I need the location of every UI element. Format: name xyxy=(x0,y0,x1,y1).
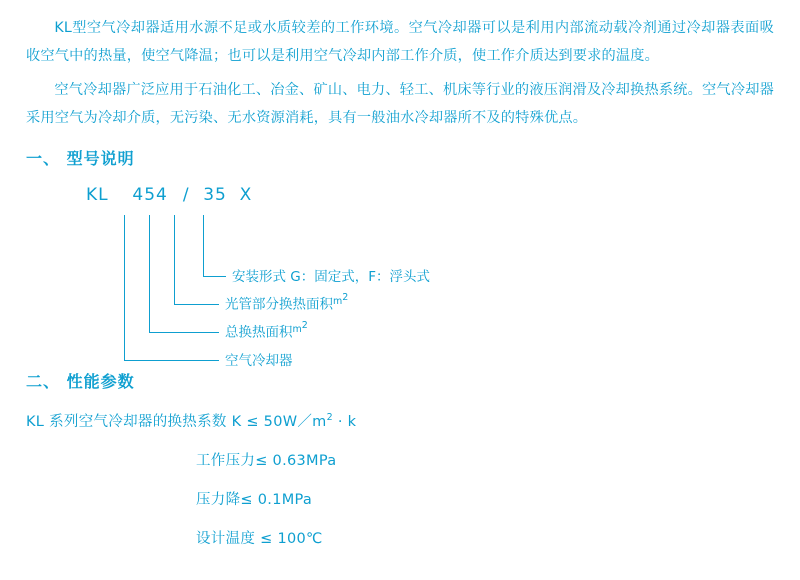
callout-hline-mount xyxy=(204,276,226,277)
callout-label-mount: 安装形式 G：固定式，F：浮头式 xyxy=(232,269,431,285)
callout-hline-tube-area xyxy=(175,304,219,305)
intro-paragraph-2: 空气冷却器广泛应用于石油化工、冶金、矿山、电力、轻工、机床等行业的液压润滑及冷却换热系统。空气冷却器采用空气为冷却介质，无污染、无水资源消耗，具有一般油水冷却器所不及的特殊优点。 xyxy=(26,82,774,126)
section-heading-performance: 二、 性能参数 xyxy=(26,372,135,391)
callout-label-cooler: 空气冷却器 xyxy=(225,353,293,369)
model-code-separator: / xyxy=(182,185,190,205)
model-code-diagram xyxy=(26,185,774,369)
callout-hline-cooler xyxy=(125,360,219,361)
section-heading-model: 一、 型号说明 xyxy=(26,149,135,168)
performance-coefficient xyxy=(26,410,774,431)
performance-pressure-drop: 压力降≤ 0.1MPa xyxy=(196,492,313,508)
performance-coefficient-post: · k xyxy=(332,414,357,430)
model-code-tube-area: 35 xyxy=(203,185,227,205)
performance-coefficient-pre: KL 系列空气冷却器的换热系数 K ≤ 50W／m xyxy=(26,414,327,430)
callout-unit-tube-area: m2 xyxy=(333,291,349,307)
callout-unit-total-area: m2 xyxy=(292,319,308,335)
model-code-string xyxy=(86,185,258,205)
callout-hline-total-area xyxy=(150,332,219,333)
callout-label-tube-area xyxy=(225,287,348,315)
performance-design-temperature: 设计温度 ≤ 100℃ xyxy=(196,531,323,547)
intro-paragraph-1: KL型空气冷却器适用水源不足或水质较差的工作环境。空气冷却器可以是利用内部流动载冷剂通过冷却器表面吸收空气中的热量，使空气降温；也可以是利用空气冷却内部工作介质，使工作介质达到要求的温度。 xyxy=(26,20,774,64)
model-code-total-area: 454 xyxy=(132,185,168,205)
callout-label-tube-area-text: 光管部分换热面积 xyxy=(225,297,333,313)
callout-leader-mount xyxy=(203,215,431,285)
model-code-mount: X xyxy=(239,185,253,205)
callout-label-total-area-text: 总换热面积 xyxy=(225,325,293,341)
callout-label-total-area xyxy=(225,315,308,343)
model-code-prefix: KL xyxy=(86,185,109,205)
performance-coefficient-sup: 2 xyxy=(326,412,333,424)
performance-working-pressure: 工作压力≤ 0.63MPa xyxy=(196,453,337,469)
